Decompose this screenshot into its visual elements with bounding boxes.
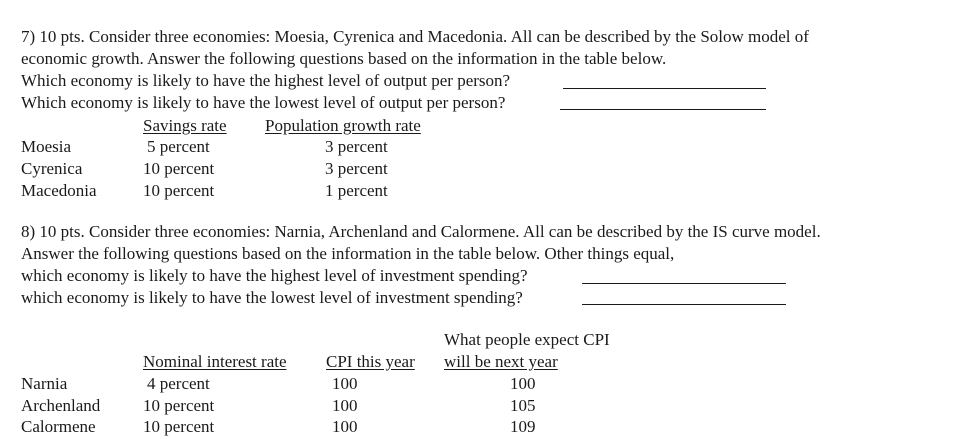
q8-row-expected: 109 — [510, 417, 536, 436]
q8-row-name: Narnia — [21, 374, 68, 393]
q8-answer-blank-lowest[interactable] — [582, 304, 786, 305]
q7-row-savings: 10 percent — [143, 181, 215, 200]
q7-row-name: Macedonia — [21, 181, 97, 200]
q8-row-expected: 100 — [510, 374, 536, 393]
q7-line-2: economic growth. Answer the following questions based on the information in the table below. — [21, 49, 667, 68]
q7-header-population-growth: Population growth rate — [265, 116, 421, 135]
q8-header-expected-cpi: will be next year — [444, 352, 558, 371]
q8-row-name: Calormene — [21, 417, 96, 436]
q8-row-rate: 10 percent — [143, 417, 215, 436]
q8-header-cpi-this-year: CPI this year — [326, 352, 415, 371]
q8-row-cpi: 100 — [332, 374, 358, 393]
q8-row-cpi: 100 — [332, 417, 358, 436]
q8-row-cpi: 100 — [332, 396, 358, 415]
q7-row-pop: 3 percent — [325, 137, 388, 156]
q7-answer-blank-highest[interactable] — [563, 88, 766, 89]
q8-row-name: Archenland — [21, 396, 101, 415]
q8-question-highest: which economy is likely to have the highest level of investment spending? — [21, 266, 528, 285]
q7-row-pop: 1 percent — [325, 181, 388, 200]
q8-header-expected-cpi-top: What people expect CPI — [444, 330, 610, 349]
q7-question-highest: Which economy is likely to have the highest level of output per person? — [21, 71, 511, 90]
q7-row-savings: 5 percent — [147, 137, 210, 156]
q7-line-1: 7) 10 pts. Consider three economies: Moesia, Cyrenica and Macedonia. All can be described by the Solow model of — [21, 27, 809, 46]
q8-question-lowest: which economy is likely to have the lowest level of investment spending? — [21, 288, 523, 307]
q7-row-name: Cyrenica — [21, 159, 83, 178]
q8-header-nominal-rate: Nominal interest rate — [143, 352, 287, 371]
q7-row-savings: 10 percent — [143, 159, 215, 178]
q7-answer-blank-lowest[interactable] — [560, 109, 766, 110]
q8-answer-blank-highest[interactable] — [582, 283, 786, 284]
q7-question-lowest: Which economy is likely to have the lowest level of output per person? — [21, 93, 506, 112]
q7-row-pop: 3 percent — [325, 159, 388, 178]
q8-row-rate: 10 percent — [143, 396, 215, 415]
q7-header-savings-rate: Savings rate — [143, 116, 227, 135]
q8-line-2: Answer the following questions based on the information in the table below. Other things equal, — [21, 244, 675, 263]
q8-line-1: 8) 10 pts. Consider three economies: Narnia, Archenland and Calormene. All can be described by the IS curve model. — [21, 222, 821, 241]
q7-row-name: Moesia — [21, 137, 72, 156]
q8-row-expected: 105 — [510, 396, 536, 415]
q8-row-rate: 4 percent — [147, 374, 210, 393]
